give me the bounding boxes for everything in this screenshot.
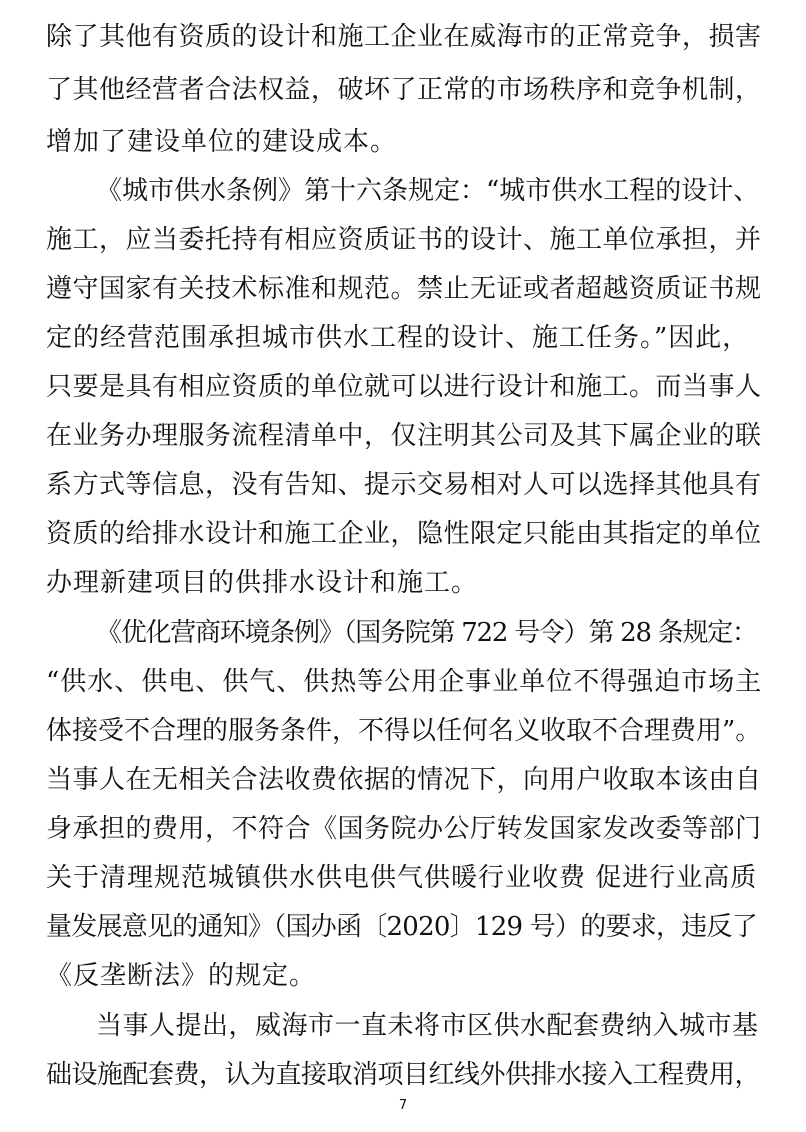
text-line: “供水、供电、供气、供热等公用企事业单位不得强迫市场主	[46, 667, 763, 697]
text-line: 定的经营范围承担城市供水工程的设计、施工任务。”因此，	[46, 323, 750, 353]
text-line: 除了其他有资质的设计和施工企业在威海市的正常竞争，损害	[46, 22, 762, 52]
text-line: 《优化营商环境条例》（国务院第 722 号令）第 28 条规定：	[96, 618, 757, 648]
text-line: 体接受不合理的服务条件，不得以任何名义收取不合理费用”。	[46, 716, 762, 746]
text-line: 当事人在无相关合法收费依据的情况下，向用户收取本该由自	[46, 765, 762, 795]
text-line: 资质的给排水设计和施工企业，隐性限定只能由其指定的单位	[46, 519, 762, 549]
text-line: 《反垄断法》的规定。	[46, 961, 317, 991]
text-line: 只要是具有相应资质的单位就可以进行设计和施工。而当事人	[46, 372, 762, 402]
text-line: 础设施配套费，认为直接取消项目红线外供排水接入工程费用，	[46, 1060, 761, 1090]
text-line: 办理新建项目的供排水设计和施工。	[46, 568, 479, 598]
text-line: 关于清理规范城镇供水供电供气供暖行业收费 促进行业高质	[46, 863, 758, 893]
text-line: 《城市供水条例》第十六条规定：“城市供水工程的设计、	[96, 176, 760, 206]
page-number: 7	[398, 1098, 408, 1113]
text-line: 增加了建设单位的建设成本。	[46, 127, 398, 157]
text-line: 量发展意见的通知》（国办函〔2020〕129 号）的要求，违反了	[46, 912, 758, 942]
text-line: 身承担的费用，不符合《国务院办公厅转发国家发改委等部门	[46, 814, 762, 844]
text-line: 施工，应当委托持有相应资质证书的设计、施工单位承担，并	[46, 225, 762, 255]
text-line: 当事人提出，威海市一直未将市区供水配套费纳入城市基	[96, 1011, 759, 1041]
text-line: 遵守国家有关技术标准和规范。禁止无证或者超越资质证书规	[46, 274, 762, 304]
text-line: 系方式等信息，没有告知、提示交易相对人可以选择其他具有	[46, 470, 762, 500]
text-line: 在业务办理服务流程清单中，仅注明其公司及其下属企业的联	[46, 421, 762, 451]
text-line: 了其他经营者合法权益，破坏了正常的市场秩序和竞争机制，	[46, 75, 762, 105]
